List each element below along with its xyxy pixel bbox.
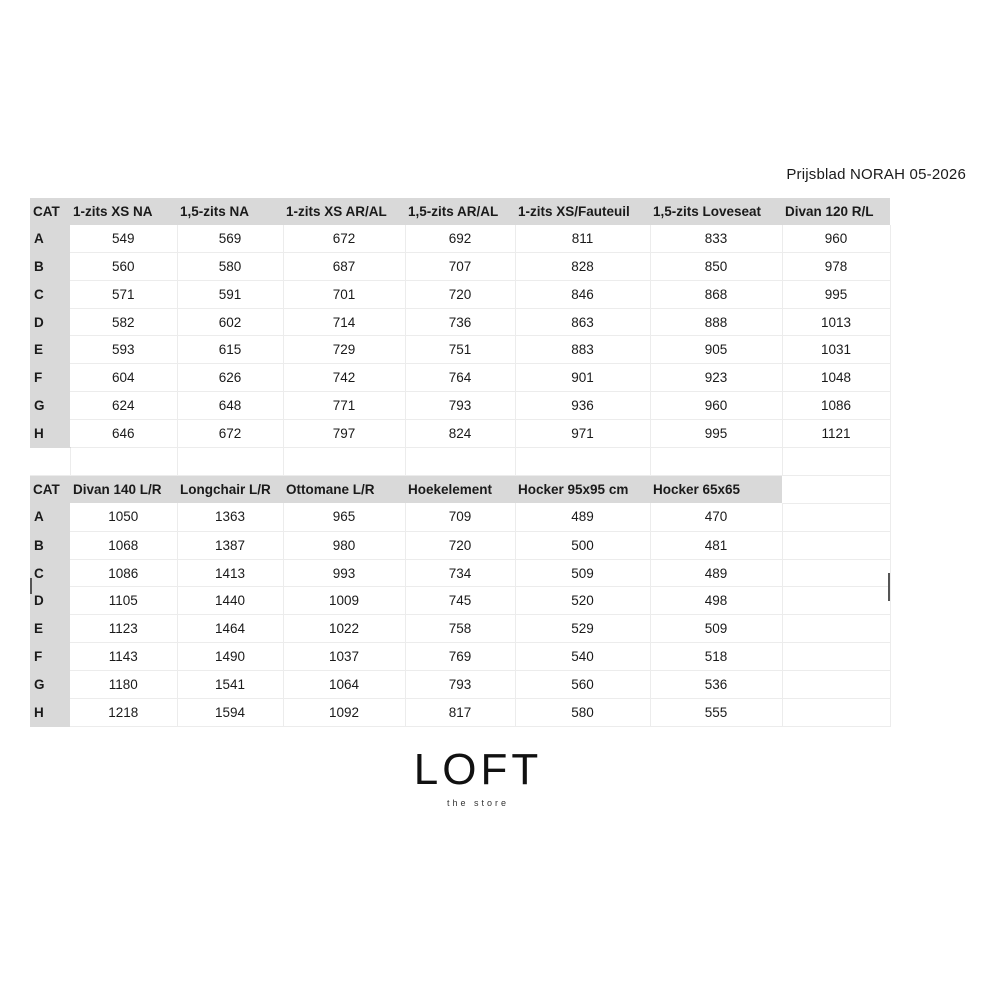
price-cell: 1594	[177, 699, 283, 727]
column-header: Hocker 65x65	[650, 475, 782, 503]
table-row	[30, 531, 890, 559]
empty-cell	[283, 448, 405, 476]
price-cell: 582	[70, 308, 177, 336]
price-cell: 540	[515, 643, 650, 671]
table-row	[30, 336, 890, 364]
price-cell: 500	[515, 531, 650, 559]
price-cell: 764	[405, 364, 515, 392]
price-cell: 470	[650, 503, 782, 531]
price-cell: 828	[515, 252, 650, 280]
price-cell: 520	[515, 587, 650, 615]
category-label: B	[30, 531, 70, 559]
price-cell: 555	[650, 699, 782, 727]
price-cell: 993	[283, 559, 405, 587]
price-cell: 1048	[782, 364, 890, 392]
price-cell: 1105	[70, 587, 177, 615]
price-cell: 648	[177, 392, 283, 420]
price-cell: 1464	[177, 615, 283, 643]
price-cell: 995	[650, 420, 782, 448]
table-row	[30, 671, 890, 699]
category-label: A	[30, 225, 70, 252]
empty-cell	[782, 699, 890, 727]
empty-cell	[70, 448, 177, 476]
price-cell: 692	[405, 225, 515, 252]
column-header: Divan 140 L/R	[70, 475, 177, 503]
price-cell: 1092	[283, 699, 405, 727]
price-cell: 481	[650, 531, 782, 559]
column-header: CAT	[30, 198, 70, 225]
category-label: D	[30, 308, 70, 336]
price-cell: 1490	[177, 643, 283, 671]
empty-cell	[782, 503, 890, 531]
price-cell: 672	[177, 420, 283, 448]
column-header: Divan 120 R/L	[782, 198, 890, 225]
price-cell: 571	[70, 280, 177, 308]
table-row	[30, 615, 890, 643]
price-cell: 736	[405, 308, 515, 336]
price-cell: 863	[515, 308, 650, 336]
price-cell: 797	[283, 420, 405, 448]
price-cell: 560	[70, 252, 177, 280]
empty-cell	[650, 448, 782, 476]
price-cell: 965	[283, 503, 405, 531]
empty-cell	[782, 671, 890, 699]
price-cell: 1123	[70, 615, 177, 643]
logo-wordmark: LOFT	[413, 745, 543, 794]
price-cell: 824	[405, 420, 515, 448]
price-cell: 560	[515, 671, 650, 699]
price-cell: 888	[650, 308, 782, 336]
category-label: E	[30, 336, 70, 364]
price-cell: 580	[515, 699, 650, 727]
price-cell: 709	[405, 503, 515, 531]
price-cell: 720	[405, 280, 515, 308]
column-header: Hoekelement	[405, 475, 515, 503]
category-label: G	[30, 392, 70, 420]
empty-cell	[782, 448, 890, 476]
category-label: C	[30, 559, 70, 587]
price-cell: 742	[283, 364, 405, 392]
price-cell: 714	[283, 308, 405, 336]
price-cell: 971	[515, 420, 650, 448]
price-cell: 720	[405, 531, 515, 559]
category-label: F	[30, 364, 70, 392]
price-table	[30, 198, 891, 727]
price-cell: 509	[515, 559, 650, 587]
price-cell: 850	[650, 252, 782, 280]
price-cell: 604	[70, 364, 177, 392]
price-cell: 1068	[70, 531, 177, 559]
table-row	[30, 225, 890, 252]
price-cell: 1037	[283, 643, 405, 671]
price-cell: 1440	[177, 587, 283, 615]
empty-cell	[515, 448, 650, 476]
price-cell: 793	[405, 392, 515, 420]
category-label: B	[30, 252, 70, 280]
price-cell: 624	[70, 392, 177, 420]
document-title: Prijsblad NORAH 05-2026	[786, 166, 966, 183]
price-cell: 793	[405, 671, 515, 699]
price-cell: 672	[283, 225, 405, 252]
price-cell: 960	[650, 392, 782, 420]
column-header: 1-zits XS/Fauteuil	[515, 198, 650, 225]
table-row	[30, 559, 890, 587]
price-cell: 626	[177, 364, 283, 392]
table-row	[30, 420, 890, 448]
column-header: Longchair L/R	[177, 475, 283, 503]
category-label: C	[30, 280, 70, 308]
price-cell: 960	[782, 225, 890, 252]
price-cell: 905	[650, 336, 782, 364]
category-label: G	[30, 671, 70, 699]
column-header: 1,5-zits Loveseat	[650, 198, 782, 225]
price-cell: 978	[782, 252, 890, 280]
price-cell: 1050	[70, 503, 177, 531]
logo-tagline: the store	[446, 798, 510, 808]
empty-cell	[177, 448, 283, 476]
price-cell: 1180	[70, 671, 177, 699]
table-row	[30, 392, 890, 420]
price-cell: 751	[405, 336, 515, 364]
table-row	[30, 643, 890, 671]
price-cell: 729	[283, 336, 405, 364]
column-header: 1,5-zits NA	[177, 198, 283, 225]
price-cell: 602	[177, 308, 283, 336]
price-cell: 687	[283, 252, 405, 280]
price-cell: 901	[515, 364, 650, 392]
price-cell: 936	[515, 392, 650, 420]
table-row	[30, 280, 890, 308]
price-cell: 833	[650, 225, 782, 252]
price-cell: 758	[405, 615, 515, 643]
column-header: Hocker 95x95 cm	[515, 475, 650, 503]
price-cell: 646	[70, 420, 177, 448]
column-header: Ottomane L/R	[283, 475, 405, 503]
price-cell: 1363	[177, 503, 283, 531]
price-cell: 591	[177, 280, 283, 308]
price-cell: 868	[650, 280, 782, 308]
edge-mark	[30, 578, 32, 594]
price-cell: 1387	[177, 531, 283, 559]
header-row	[30, 198, 890, 225]
category-label: H	[30, 699, 70, 727]
column-header: 1,5-zits AR/AL	[405, 198, 515, 225]
table-row	[30, 503, 890, 531]
table-row	[30, 308, 890, 336]
column-header: 1-zits XS NA	[70, 198, 177, 225]
table-row	[30, 364, 890, 392]
price-cell: 1064	[283, 671, 405, 699]
empty-cell	[782, 475, 890, 503]
empty-cell	[782, 643, 890, 671]
store-logo	[0, 745, 956, 808]
price-cell: 509	[650, 615, 782, 643]
edge-mark	[888, 573, 890, 601]
price-cell: 549	[70, 225, 177, 252]
price-cell: 811	[515, 225, 650, 252]
price-cell: 536	[650, 671, 782, 699]
price-cell: 1086	[782, 392, 890, 420]
column-header: 1-zits XS AR/AL	[283, 198, 405, 225]
price-cell: 489	[515, 503, 650, 531]
price-cell: 498	[650, 587, 782, 615]
price-cell: 1413	[177, 559, 283, 587]
table-row	[30, 699, 890, 727]
price-cell: 995	[782, 280, 890, 308]
empty-cell	[782, 615, 890, 643]
empty-cell	[782, 559, 890, 587]
price-cell: 769	[405, 643, 515, 671]
price-cell: 489	[650, 559, 782, 587]
table-row	[30, 252, 890, 280]
price-cell: 1541	[177, 671, 283, 699]
price-cell: 846	[515, 280, 650, 308]
price-cell: 580	[177, 252, 283, 280]
price-cell: 1086	[70, 559, 177, 587]
price-cell: 817	[405, 699, 515, 727]
price-cell: 569	[177, 225, 283, 252]
category-label: H	[30, 420, 70, 448]
price-cell: 593	[70, 336, 177, 364]
price-cell: 1218	[70, 699, 177, 727]
price-cell: 734	[405, 559, 515, 587]
price-cell: 615	[177, 336, 283, 364]
empty-cell	[782, 531, 890, 559]
category-label: F	[30, 643, 70, 671]
price-cell: 529	[515, 615, 650, 643]
empty-cell	[405, 448, 515, 476]
price-cell: 1013	[782, 308, 890, 336]
price-cell: 701	[283, 280, 405, 308]
category-label: E	[30, 615, 70, 643]
price-cell: 707	[405, 252, 515, 280]
price-cell: 980	[283, 531, 405, 559]
category-label: D	[30, 587, 70, 615]
column-header: CAT	[30, 475, 70, 503]
price-table-body	[30, 198, 890, 726]
price-cell: 1031	[782, 336, 890, 364]
price-cell: 923	[650, 364, 782, 392]
empty-cell	[782, 587, 890, 615]
empty-cell	[30, 448, 70, 476]
spacer-row	[30, 448, 890, 476]
price-cell: 771	[283, 392, 405, 420]
category-label: A	[30, 503, 70, 531]
price-cell: 1022	[283, 615, 405, 643]
price-cell: 883	[515, 336, 650, 364]
price-cell: 1143	[70, 643, 177, 671]
price-cell: 745	[405, 587, 515, 615]
price-cell: 518	[650, 643, 782, 671]
price-cell: 1121	[782, 420, 890, 448]
table-row	[30, 587, 890, 615]
header-row	[30, 475, 890, 503]
price-cell: 1009	[283, 587, 405, 615]
